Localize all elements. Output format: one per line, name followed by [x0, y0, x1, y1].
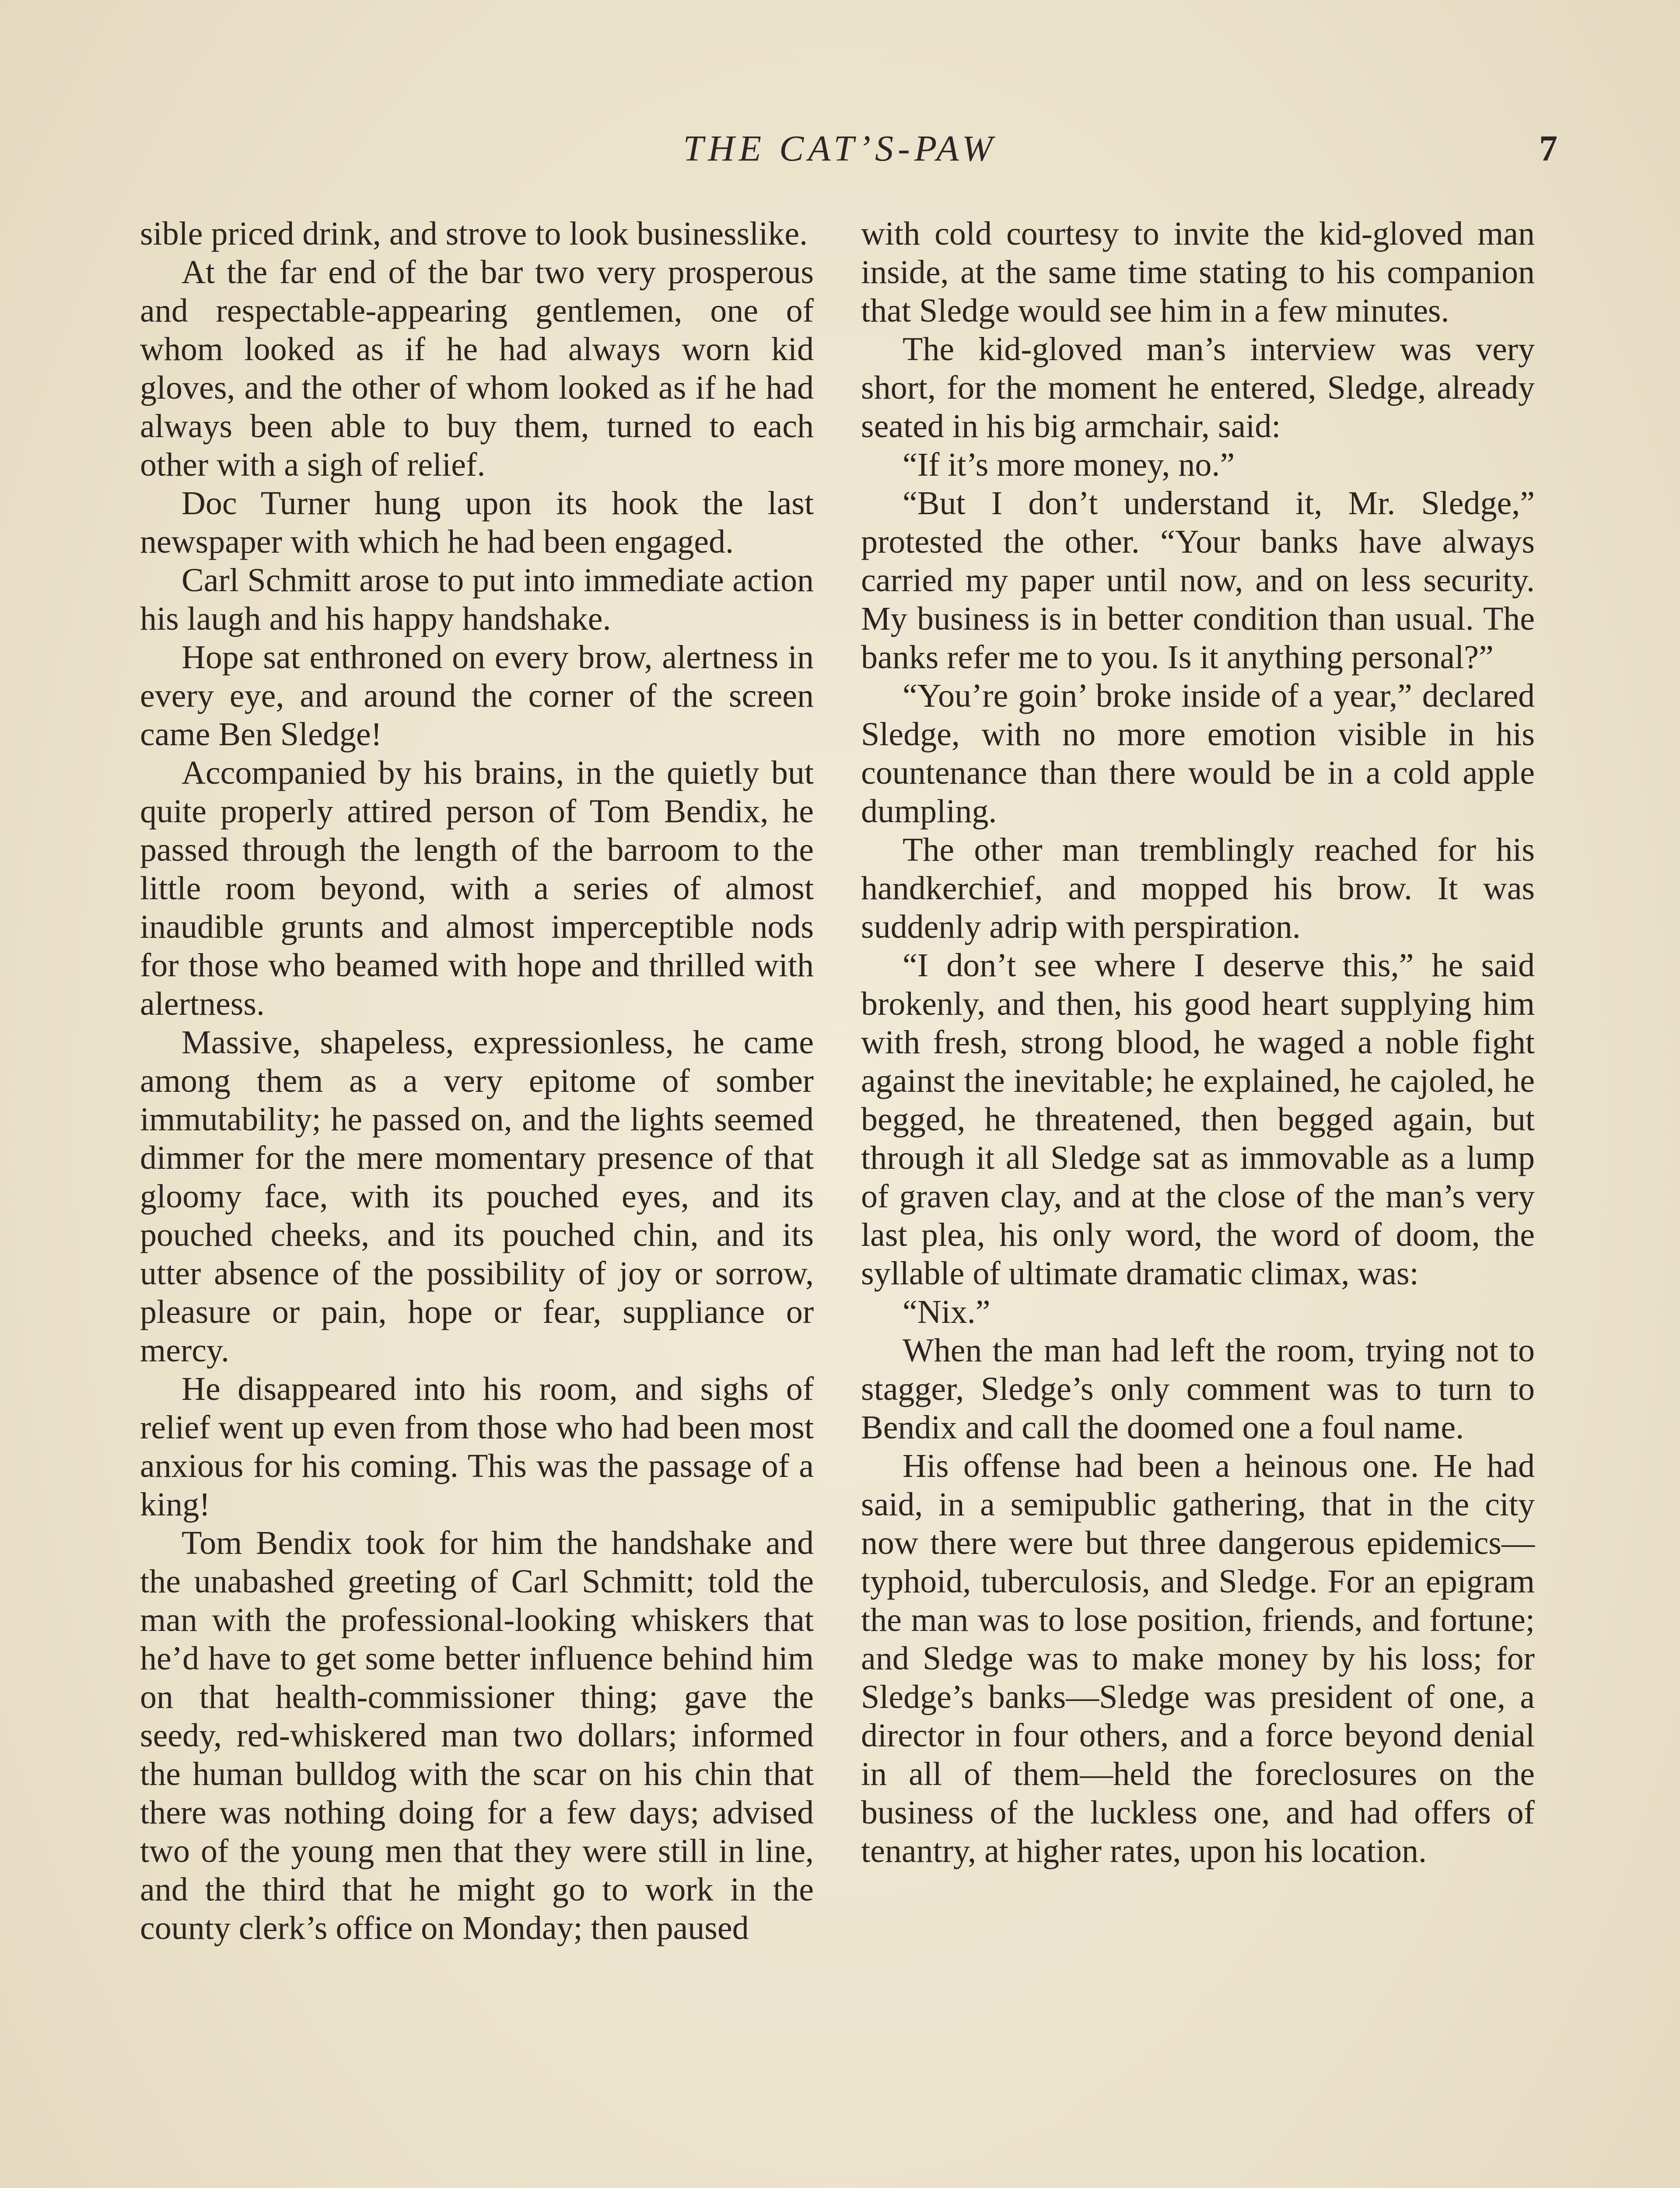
right-text-column: [861, 214, 1535, 1870]
paragraph: When the man had left the room, trying not to stagger, Sledge’s only comment was to turn to Bendix and call the doomed one a foul name.: [861, 1332, 1535, 1446]
running-header-title: THE CAT’S-PAW: [683, 128, 997, 169]
paragraph: “You’re goin’ broke inside of a year,” declared Sledge, with no more emotion visible in his countenance than there would be in a cold apple dumpling.: [861, 677, 1535, 830]
paragraph: Accompanied by his brains, in the quietly but quite properly attired person of Tom Bendix, he passed through the length of the barroom to the little room beyond, with a series of almost inaudible grunts and almost imperceptible nods for those who beamed with hope and thrilled with alertness.: [140, 754, 814, 1022]
page-number: 7: [1539, 128, 1558, 169]
paragraph: He disappeared into his room, and sighs of relief went up even from those who had been most anxious for his coming. This was the passage of a king!: [140, 1371, 814, 1523]
paragraph: “But I don’t understand it, Mr. Sledge,” protested the other. “Your banks have always carried my paper until now, and on less security. My business is in better condition than usual. The banks refer me to you. Is it anything personal?”: [861, 485, 1535, 676]
paragraph: His offense had been a heinous one. He had said, in a semipublic gathering, that in the city now there were but three dangerous epidemics—typhoid, tuberculosis, and Sledge. For an epigram the man was to lose position, friends, and fortune; and Sledge was to make money by his loss; for Sledge’s banks—Sledge was president of one, a director in four others, and a force beyond denial in all of them—held the foreclosures on the business of the luckless one, and had offers of tenantry, at higher rates, upon his location.: [861, 1448, 1535, 1869]
paragraph: The kid-gloved man’s interview was very short, for the moment he entered, Sledge, already seated in his big armchair, said:: [861, 331, 1535, 445]
paragraph: Doc Turner hung upon its hook the last newspaper with which he had been engaged.: [140, 485, 814, 560]
paragraph: “If it’s more money, no.”: [903, 446, 1235, 483]
paragraph: Tom Bendix took for him the handshake and the unabashed greeting of Carl Schmitt; told the man with the professional-looking whiskers that he’d have to get some better influence behind him on that health-commissioner thing; gave the seedy, red-whiskered man two dollars; informed the human bulldog with the scar on his chin that there was nothing doing for a few days; advised two of the young men that they were still in line, and the third that he might go to work in the county clerk’s office on Monday; then paused: [140, 1525, 814, 1946]
paragraph: The other man tremblingly reached for his handkerchief, and mopped his brow. It was suddenly adrip with perspiration.: [861, 831, 1535, 945]
paragraph: Massive, shapeless, expressionless, he came among them as a very epitome of somber immutability; he passed on, and the lights seemed dimmer for the mere momentary presence of that gloomy face, with its pouched eyes, and its pouched cheeks, and its pouched chin, and its utter absence of the possibility of joy or sorrow, pleasure or pain, hope or fear, suppliance or mercy.: [140, 1024, 814, 1369]
paragraph: “Nix.”: [903, 1294, 990, 1330]
paragraph: “I don’t see where I deserve this,” he said brokenly, and then, his good heart supplying him with fresh, strong blood, he waged a noble fight against the inevitable; he explained, he cajoled, he begged, he threatened, then begged again, but through it all Sledge sat as immovable as a lump of graven clay, and at the close of the man’s very last plea, his only word, the word of doom, the syllable of ultimate dramatic climax, was:: [861, 947, 1535, 1292]
left-text-column: [140, 214, 814, 1947]
paragraph: with cold courtesy to invite the kid-gloved man inside, at the same time stating to his companion that Sledge would see him in a few minutes.: [861, 215, 1535, 329]
paragraph: At the far end of the bar two very prosperous and respectable-appearing gentlemen, one of whom looked as if he had always worn kid gloves, and the other of whom looked as if he had always been able to buy them, turned to each other with a sigh of relief.: [140, 254, 814, 483]
paragraph: Carl Schmitt arose to put into immediate action his laugh and his happy handshake.: [140, 562, 814, 637]
paragraph: sible priced drink, and strove to look businesslike.: [140, 215, 808, 252]
paragraph: Hope sat enthroned on every brow, alertness in every eye, and around the corner of the screen came Ben Sledge!: [140, 639, 814, 753]
